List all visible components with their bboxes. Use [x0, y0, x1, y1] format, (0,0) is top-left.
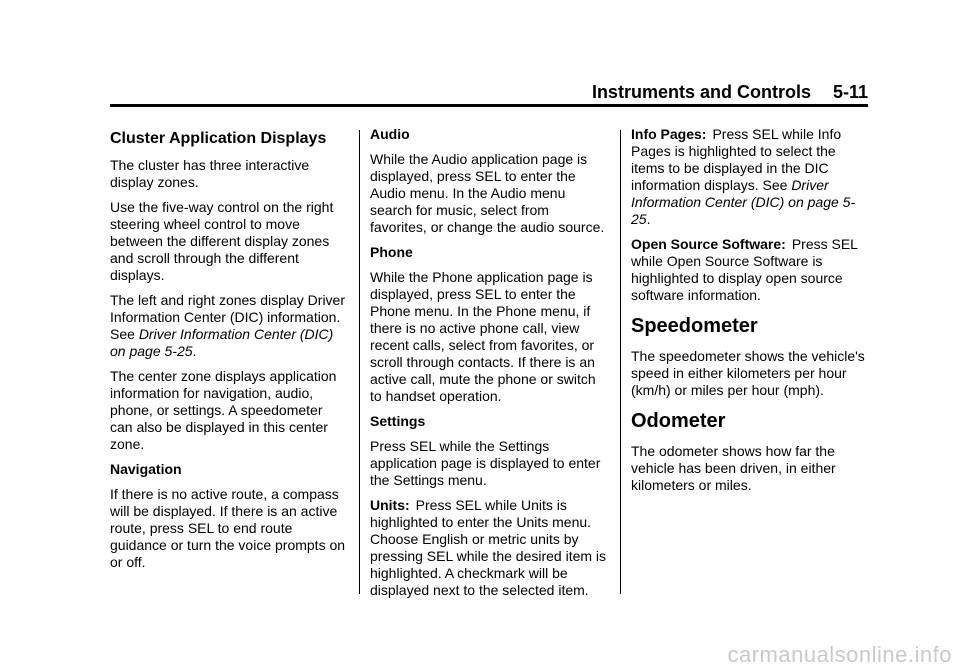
- paragraph-text: The left and right zones display Driver Information Center (DIC) information. See: [110, 292, 345, 342]
- paragraph: Use the five-way control on the right steering wheel control to move between the different display zones and scroll through the different displays.: [110, 199, 334, 283]
- open-source-text: Press SEL while Open Source Software is highlighted to display open source software information.: [631, 236, 858, 303]
- phone-heading: Phone: [370, 244, 413, 260]
- paragraph: [631, 236, 869, 304]
- paragraph-end: .: [192, 343, 197, 359]
- paragraph: The odometer shows how far the vehicle has been driven, in either kilometers or miles.: [631, 443, 836, 493]
- audio-heading: Audio: [370, 126, 410, 142]
- cross-reference-link[interactable]: Driver Information Center (DIC) on page 5-25: [631, 177, 856, 227]
- page-header: [110, 82, 868, 102]
- info-pages-text: Press SEL while Info Pages is highlighted to select the items to be displayed in the DIC information displays. See: [631, 126, 842, 193]
- column-middle: [370, 126, 608, 607]
- paragraph-end: .: [646, 211, 651, 227]
- cluster-heading: Cluster Application Displays: [110, 130, 327, 147]
- units-text: Press SEL while Units is highlighted to enter the Units menu. Choose English or metric units by pressing SEL while the desired item is highlighted. A checkmark will be displayed next to the selected item.: [370, 497, 607, 598]
- column-right: [631, 126, 869, 502]
- paragraph: [370, 497, 608, 599]
- watermark-text: carmanualsonline.info: [727, 642, 952, 667]
- header-rule: [110, 104, 868, 107]
- paragraph: While the Phone application page is displayed, press SEL to enter the Phone menu. In the Phone menu, if there is no active phone call, view recent calls, select from favorites, or scroll through contacts. If there is an active call, mute the phone or switch to handset operation.: [370, 269, 596, 404]
- navigation-heading: Navigation: [110, 461, 182, 477]
- column-left: [110, 126, 348, 579]
- paragraph: While the Audio application page is displayed, press SEL to enter the Audio menu. In the Audio menu search for music, select from favorites, or change the audio source.: [370, 151, 605, 235]
- paragraph: [110, 292, 348, 360]
- paragraph: Press SEL while the Settings application page is displayed to enter the Settings menu.: [370, 438, 601, 488]
- section-title: Instruments and Controls: [591, 82, 811, 102]
- paragraph: The cluster has three interactive display zones.: [110, 157, 310, 190]
- open-source-label: Open Source Software:: [631, 236, 786, 252]
- paragraph: The speedometer shows the vehicle's speed in either kilometers per hour (km/h) or miles per hour (mph).: [631, 348, 865, 398]
- paragraph: [631, 126, 869, 228]
- odometer-heading: Odometer: [631, 410, 726, 432]
- column-divider: [359, 130, 360, 594]
- page-number: 5-11: [832, 82, 868, 102]
- column-divider: [620, 130, 621, 594]
- settings-heading: Settings: [370, 413, 426, 429]
- cross-reference-link[interactable]: Driver Information Center (DIC) on page 5-25: [110, 326, 334, 359]
- paragraph: The center zone displays application information for navigation, audio, phone, or settings. A speedometer can also be displayed in this center zone.: [110, 368, 337, 452]
- speedometer-heading: Speedometer: [631, 315, 758, 337]
- paragraph: If there is no active route, a compass will be displayed. If there is an active route, press SEL to end route guidance or turn the voice prompts on or off.: [110, 486, 346, 570]
- units-label: Units:: [370, 497, 410, 513]
- info-pages-label: Info Pages:: [631, 126, 707, 142]
